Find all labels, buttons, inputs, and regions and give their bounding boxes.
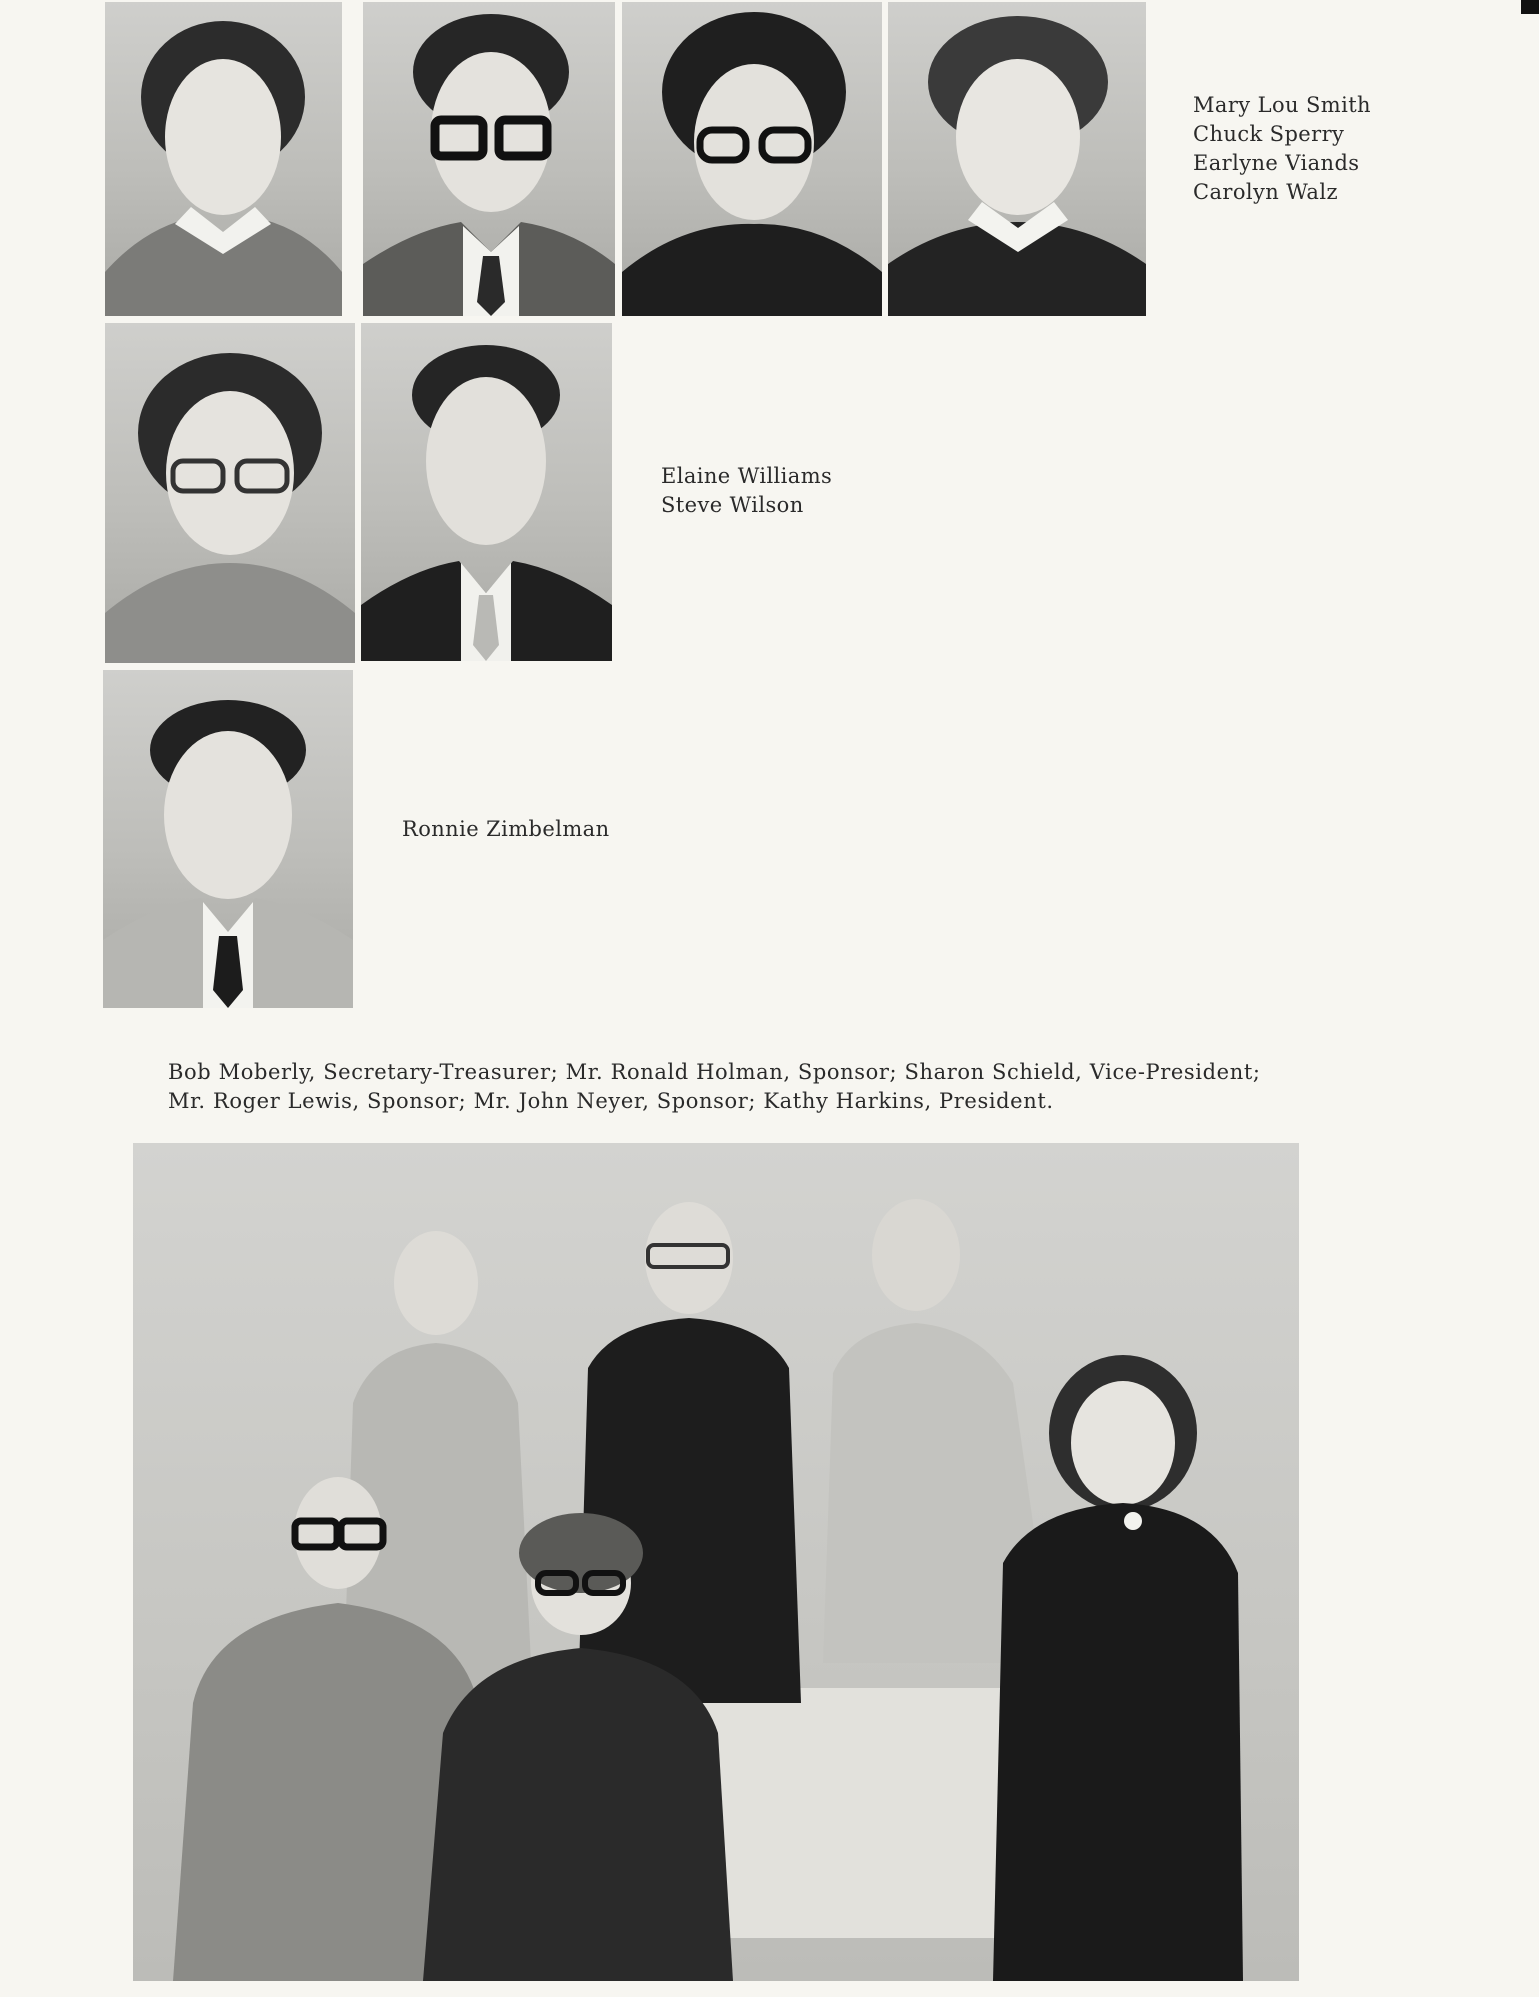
portrait-name-list: [1193, 91, 1371, 207]
portrait-photo: [622, 2, 882, 316]
caption-line: Bob Moberly, Secretary-Treasurer; Mr. Ronald Holman, Sponsor; Sharon Schield, Vice-President;: [168, 1060, 1261, 1084]
portrait-photo: [361, 323, 612, 661]
student-name: Carolyn Walz: [1193, 180, 1338, 204]
student-name: Ronnie Zimbelman: [402, 817, 610, 841]
student-name: Chuck Sperry: [1193, 122, 1345, 146]
portrait-photo: [105, 323, 355, 663]
student-name: Steve Wilson: [661, 493, 804, 517]
page-corner-mark: [1521, 0, 1539, 14]
portrait-name-list: [661, 462, 832, 520]
student-name: Mary Lou Smith: [1193, 93, 1371, 117]
group-photo-caption: [168, 1058, 1348, 1116]
student-name: Elaine Williams: [661, 464, 833, 488]
student-name: Earlyne Viands: [1193, 151, 1360, 175]
officers-group-photo: [133, 1143, 1299, 1981]
portrait-photo: [105, 2, 342, 316]
caption-line: Mr. Roger Lewis, Sponsor; Mr. John Neyer, Sponsor; Kathy Harkins, President.: [168, 1089, 1054, 1113]
portrait-photo: [363, 2, 615, 316]
portrait-name-list: [402, 815, 610, 844]
portrait-photo: [103, 670, 353, 1008]
portrait-photo: [888, 2, 1146, 316]
